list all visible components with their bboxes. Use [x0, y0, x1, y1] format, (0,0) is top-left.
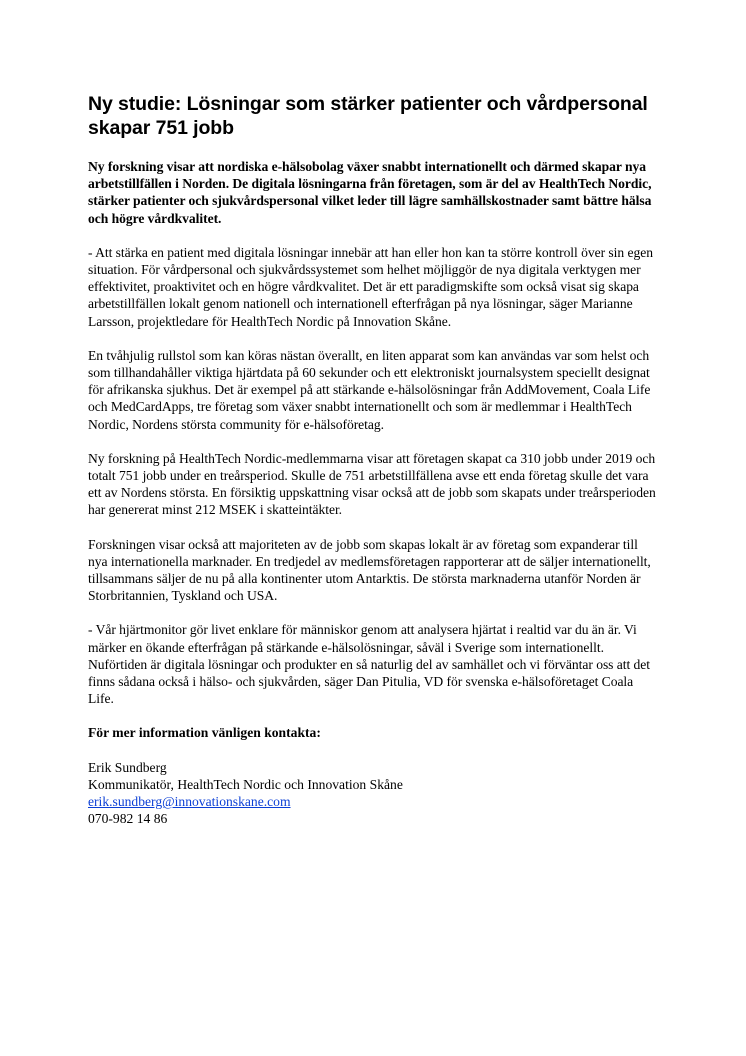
article-title: Ny studie: Lösningar som stärker patienter och vårdpersonal skapar 751 jobb	[88, 93, 648, 139]
contact-role: Kommunikatör, HealthTech Nordic och Innovation Skåne	[88, 776, 403, 792]
contact-name: Erik Sundberg	[88, 759, 167, 775]
document-page	[88, 92, 658, 828]
contact-heading: För mer information vänligen kontakta:	[88, 725, 321, 741]
contact-phone: 070-982 14 86	[88, 811, 168, 827]
contact-block	[88, 759, 658, 828]
paragraph-international-markets: Forskningen visar också att majoriteten av de jobb som skapas lokalt är av företag som expanderar till nya internationella marknader. En tredjedel av medlemsföretagen rapporterar att de säljer internationellt, tillsammans säljer de nu på alla kontinenter utom Antarktis. De största marknaderna utanför Norden är Storbritannien, Tyskland och USA.	[88, 536, 651, 604]
paragraph-examples: En tvåhjulig rullstol som kan köras nästan överallt, en liten apparat som kan användas var som helst och som tillhandahåller viktiga hjärtdata på 60 sekunder och ett elektroniskt journalsystem speciellt designat för afrikanska sjukhus. Det är exempel på att stärkande e-hälsolösningar från AddMovement, Coala Life och MedCardApps, tre företag som växer snabbt internationellt och som är medlemmar i HealthTech Nordic, Nordens största community för e-hälsoföretag.	[88, 347, 651, 432]
paragraph-research-jobs: Ny forskning på HealthTech Nordic-medlemmarna visar att företagen skapat ca 310 jobb under 2019 och totalt 751 jobb under en treårsperiod. Skulle de 751 arbetstillfällena avse ett enda företag skulle det vara ett av Nordens största. En försiktig uppskattning visar också att de jobb som skapats under treårsperioden har genererat minst 212 MSEK i skatteintäkter.	[88, 450, 656, 518]
contact-email-link[interactable]: erik.sundberg@innovationskane.com	[88, 794, 291, 810]
paragraph-quote-pitulia: - Vår hjärtmonitor gör livet enklare för människor genom att analysera hjärtat i realtid var du än är. Vi märker en ökande efterfrågan på stärkande e-hälsolösningar, såväl i Sverige som internationellt. Nuförtiden är digitala lösningar och produkter en så naturlig del av samhället och vi förväntar oss att det finns sådana också i hälso- och sjukvården, säger Dan Pitulia, VD för svenska e-hälsoföretaget Coala Life.	[88, 622, 651, 707]
article-lead: Ny forskning visar att nordiska e-hälsobolag växer snabbt internationellt och därmed skapar nya arbetstillfällen i Norden. De digitala lösningarna från företagen, som är del av HealthTech Nordic, stärker patienter och sjukvårdspersonal vilket leder till lägre samhällskostnader samt bättre hälsa och högre vårdkvalitet.	[88, 159, 652, 226]
paragraph-quote-larsson: - Att stärka en patient med digitala lösningar innebär att han eller hon kan ta större kontroll över sin egen situation. För vårdpersonal och sjukvårdssystemet som helhet möjliggör de nya digitala verktygen mer effektivitet, proaktivitet och en högre vårdkvalitet. Det är ett paradigmskifte som också visat sig skapa arbetstillfällen lokalt genom nationell och internationell efterfrågan på nya lösningar, säger Marianne Larsson, projektledare för HealthTech Nordic på Innovation Skåne.	[88, 244, 653, 329]
